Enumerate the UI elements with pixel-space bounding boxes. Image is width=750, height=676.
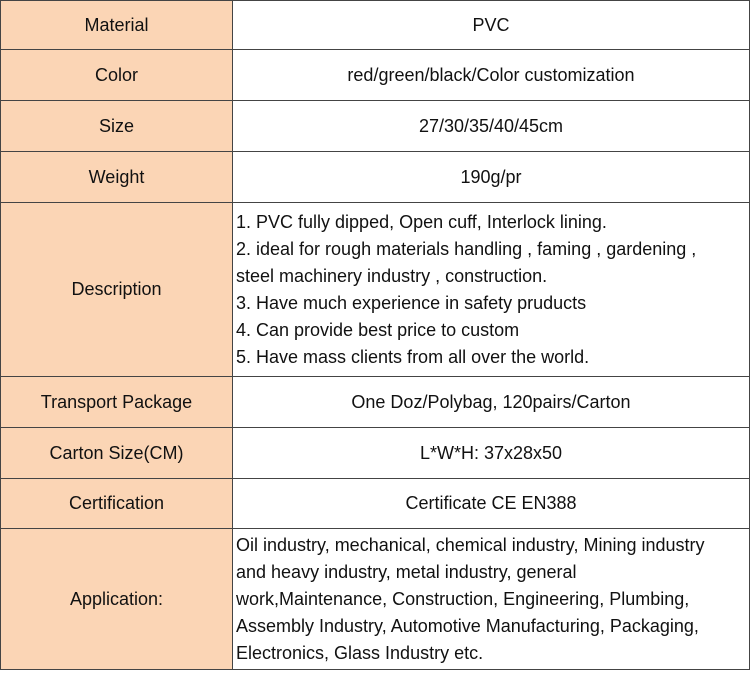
row-description	[1, 203, 750, 377]
carton-size-value: L*W*H: 37x28x50	[233, 428, 750, 479]
description-line: 2. ideal for rough materials handling , faming , gardening ,	[236, 238, 697, 259]
row-material	[1, 1, 750, 50]
weight-value: 190g/pr	[233, 152, 750, 203]
size-label: Size	[1, 101, 233, 152]
material-value: PVC	[233, 1, 750, 50]
row-certification	[1, 479, 750, 529]
application-line: Assembly Industry, Automotive Manufacturing, Packaging,	[236, 615, 699, 636]
description-line: 4. Can provide best price to custom	[236, 319, 520, 340]
row-size	[1, 101, 750, 152]
application-label: Application:	[1, 529, 233, 670]
application-line: Electronics, Glass Industry etc.	[236, 642, 484, 663]
weight-label: Weight	[1, 152, 233, 203]
transport-package-label: Transport Package	[1, 377, 233, 428]
carton-size-label: Carton Size(CM)	[1, 428, 233, 479]
description-line: steel machinery industry , construction.	[236, 265, 548, 286]
row-weight	[1, 152, 750, 203]
row-application	[1, 529, 750, 670]
size-value: 27/30/35/40/45cm	[233, 101, 750, 152]
material-label: Material	[1, 1, 233, 50]
certification-label: Certification	[1, 479, 233, 529]
row-transport-package	[1, 377, 750, 428]
application-line: and heavy industry, metal industry, general	[236, 561, 577, 582]
description-value	[233, 203, 750, 377]
application-value	[233, 529, 750, 670]
color-label: Color	[1, 50, 233, 101]
color-value: red/green/black/Color customization	[233, 50, 750, 101]
description-line: 5. Have mass clients from all over the world.	[236, 346, 590, 367]
row-color	[1, 50, 750, 101]
description-label: Description	[1, 203, 233, 377]
row-carton-size	[1, 428, 750, 479]
description-line: 3. Have much experience in safety pruducts	[236, 292, 587, 313]
description-line: 1. PVC fully dipped, Open cuff, Interlock lining.	[236, 211, 607, 232]
application-line: Oil industry, mechanical, chemical industry, Mining industry	[236, 534, 705, 555]
certification-value: Certificate CE EN388	[233, 479, 750, 529]
transport-package-value: One Doz/Polybag, 120pairs/Carton	[233, 377, 750, 428]
application-line: work,Maintenance, Construction, Engineering, Plumbing,	[236, 588, 690, 609]
